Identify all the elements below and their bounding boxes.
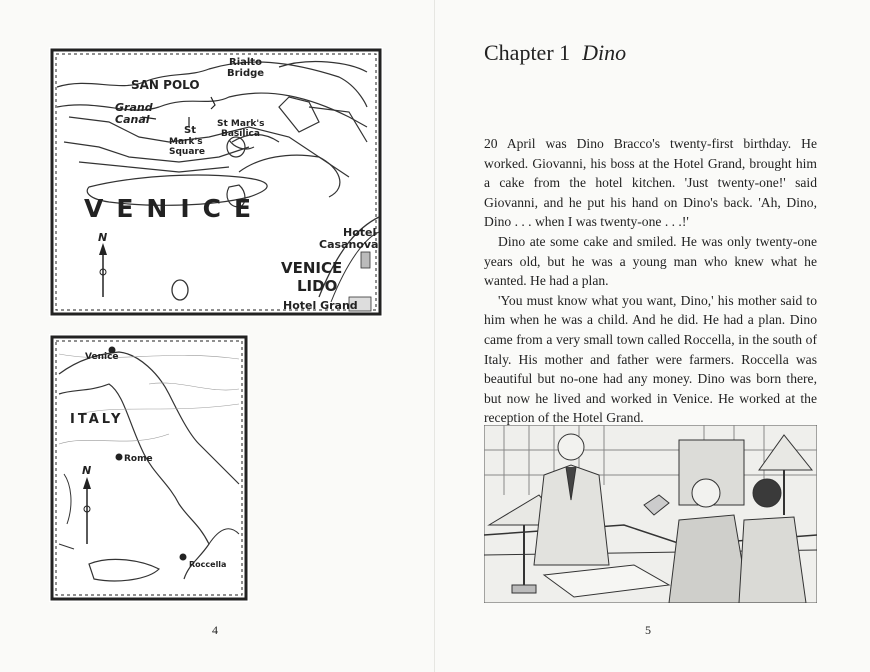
paragraph: 20 April was Dino Bracco's twenty-first birthday. He worked. Giovanni, his boss at the Hotel Grand, brought him a cake from the hotel kitchen. 'Just twenty-one!' said Giovanni, and he put his hand on Dino's back. 'Ah, Dino, Dino . . . when I was twenty-one . . .!' [484,136,817,230]
rialto-bridge-label-1: Rialto [229,57,262,68]
hotel-grand-label: Hotel Grand [283,299,358,312]
venice-map [49,47,383,317]
chapter-title: Dino [582,40,627,65]
chapter-number: Chapter 1 [484,40,571,65]
left-page-number: 4 [212,623,218,637]
italy-venice-label: Venice [85,352,119,362]
grand-canal-label-1: Grand [115,101,153,114]
italy-map [49,334,249,602]
italy-north-label: N [82,464,92,477]
st-marks-square-label-2: Square [169,147,205,157]
st-marks-basilica-label-2: Basilica [221,129,260,139]
paragraph: 'You must know what you want, Dino,' his mother said to him when he was a child. And he did. He had a plan. Dino came from a very small town called Roccella, in the south of Italy. His mother and father were farmers. Roccella was beautiful but no-one had any money. Dino was born there, but now he lived and worked in Venice. He worked at the reception of the Hotel Grand. [484,292,817,426]
st-label: St [184,125,196,136]
san-polo-label: SAN POLO [131,78,200,92]
venice-city-label: VENICE [84,194,265,223]
rialto-bridge-label-2: Bridge [227,68,265,79]
hotel-reception-illustration [484,425,817,603]
roccella-label: Roccella [189,560,227,569]
venice-lido-label-1: VENICE [281,259,343,277]
chapter-body [484,134,817,428]
rome-label: Rome [124,454,153,464]
chapter-heading [484,40,626,66]
right-page [435,0,870,672]
st-marks-square-label-1: Mark's [169,137,203,147]
north-label: N [98,231,108,244]
grand-canal-label-2: Canal [115,113,150,126]
italy-label: ITALY [70,412,124,427]
venice-lido-label-2: LIDO [297,277,338,295]
hotel-casanova-label-2: Casanova [319,238,379,251]
paragraph: Dino ate some cake and smiled. He was only twenty-one years old, but he was a young man who knew what he wanted. He had a plan. [484,233,817,289]
st-marks-basilica-label-1: St Mark's [217,119,265,129]
hotel-casanova-label-1: Hotel [343,226,377,239]
right-page-number: 5 [645,623,651,637]
